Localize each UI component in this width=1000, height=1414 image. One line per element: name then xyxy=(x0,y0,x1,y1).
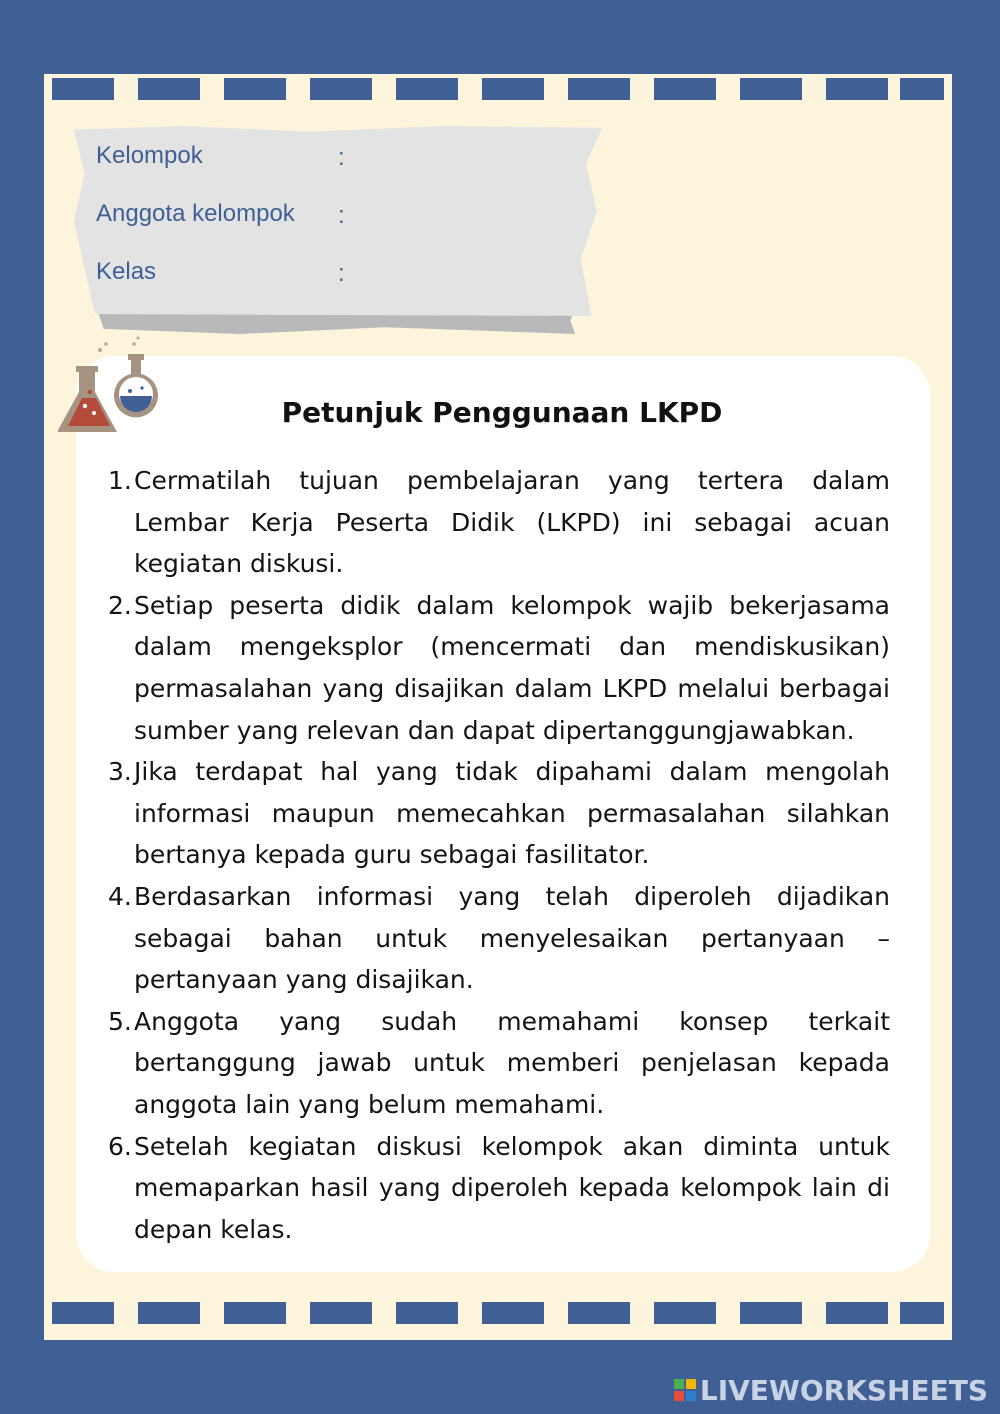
list-item xyxy=(108,751,890,876)
item-text: Setiap peserta didik dalam kelompok wajib bekerjasama dalam mengeksplor (mencermati dan mendiskusikan) permasalahan yang disajikan dalam LKPD melalui berbagai sumber yang relevan dan dapat dipertanggungjawabkan. xyxy=(134,590,890,745)
item-text: Jika terdapat hal yang tidak dipahami dalam mengolah informasi maupun memecahkan permasalahan silahkan bertanya kepada guru sebagai fasilitator. xyxy=(134,757,890,870)
list-item xyxy=(108,1126,890,1251)
class-colon: : xyxy=(338,260,345,287)
class-label: Kelas xyxy=(96,258,157,285)
list-item xyxy=(108,876,890,1001)
item-text: Cermatilah tujuan pembelajaran yang tertera dalam Lembar Kerja Peserta Didik (LKPD) ini sebagai acuan kegiatan diskusi. xyxy=(134,466,890,579)
item-number: 1. xyxy=(108,466,132,495)
list-item xyxy=(108,460,890,585)
item-number: 2. xyxy=(108,590,132,620)
members-colon: : xyxy=(338,202,345,229)
liveworksheets-brand[interactable] xyxy=(674,1374,988,1406)
group-label: Kelompok xyxy=(96,142,203,169)
item-text: Berdasarkan informasi yang telah diperoleh dijadikan sebagai bahan untuk menyelesaikan pertanyaan – pertanyaan yang disajikan. xyxy=(134,881,890,995)
instruction-list xyxy=(108,460,890,1250)
item-text: Setelah kegiatan diskusi kelompok akan diminta untuk memaparkan hasil yang diperoleh kepada kelompok lain di depan kelas. xyxy=(134,1131,890,1244)
brand-name: LIVEWORKSHEETS xyxy=(699,1373,988,1407)
list-item xyxy=(108,585,890,751)
bottom-dashed-border xyxy=(44,1302,952,1326)
item-number: 4. xyxy=(108,881,132,911)
members-label: Anggota kelompok xyxy=(96,200,295,227)
item-number: 3. xyxy=(108,757,132,787)
item-text: Anggota yang sudah memahami konsep terkait bertanggung jawab untuk memberi penjelasan kepada anggota lain yang belum memahami. xyxy=(134,1006,890,1119)
item-number: 5. xyxy=(108,1006,132,1036)
group-colon: : xyxy=(338,144,345,171)
top-dashed-border xyxy=(44,78,952,102)
page-title: Petunjuk Penggunaan LKPD xyxy=(281,396,723,429)
item-number: 6. xyxy=(108,1131,132,1161)
liveworksheets-logo-icon xyxy=(674,1379,696,1401)
list-item xyxy=(108,1001,890,1126)
